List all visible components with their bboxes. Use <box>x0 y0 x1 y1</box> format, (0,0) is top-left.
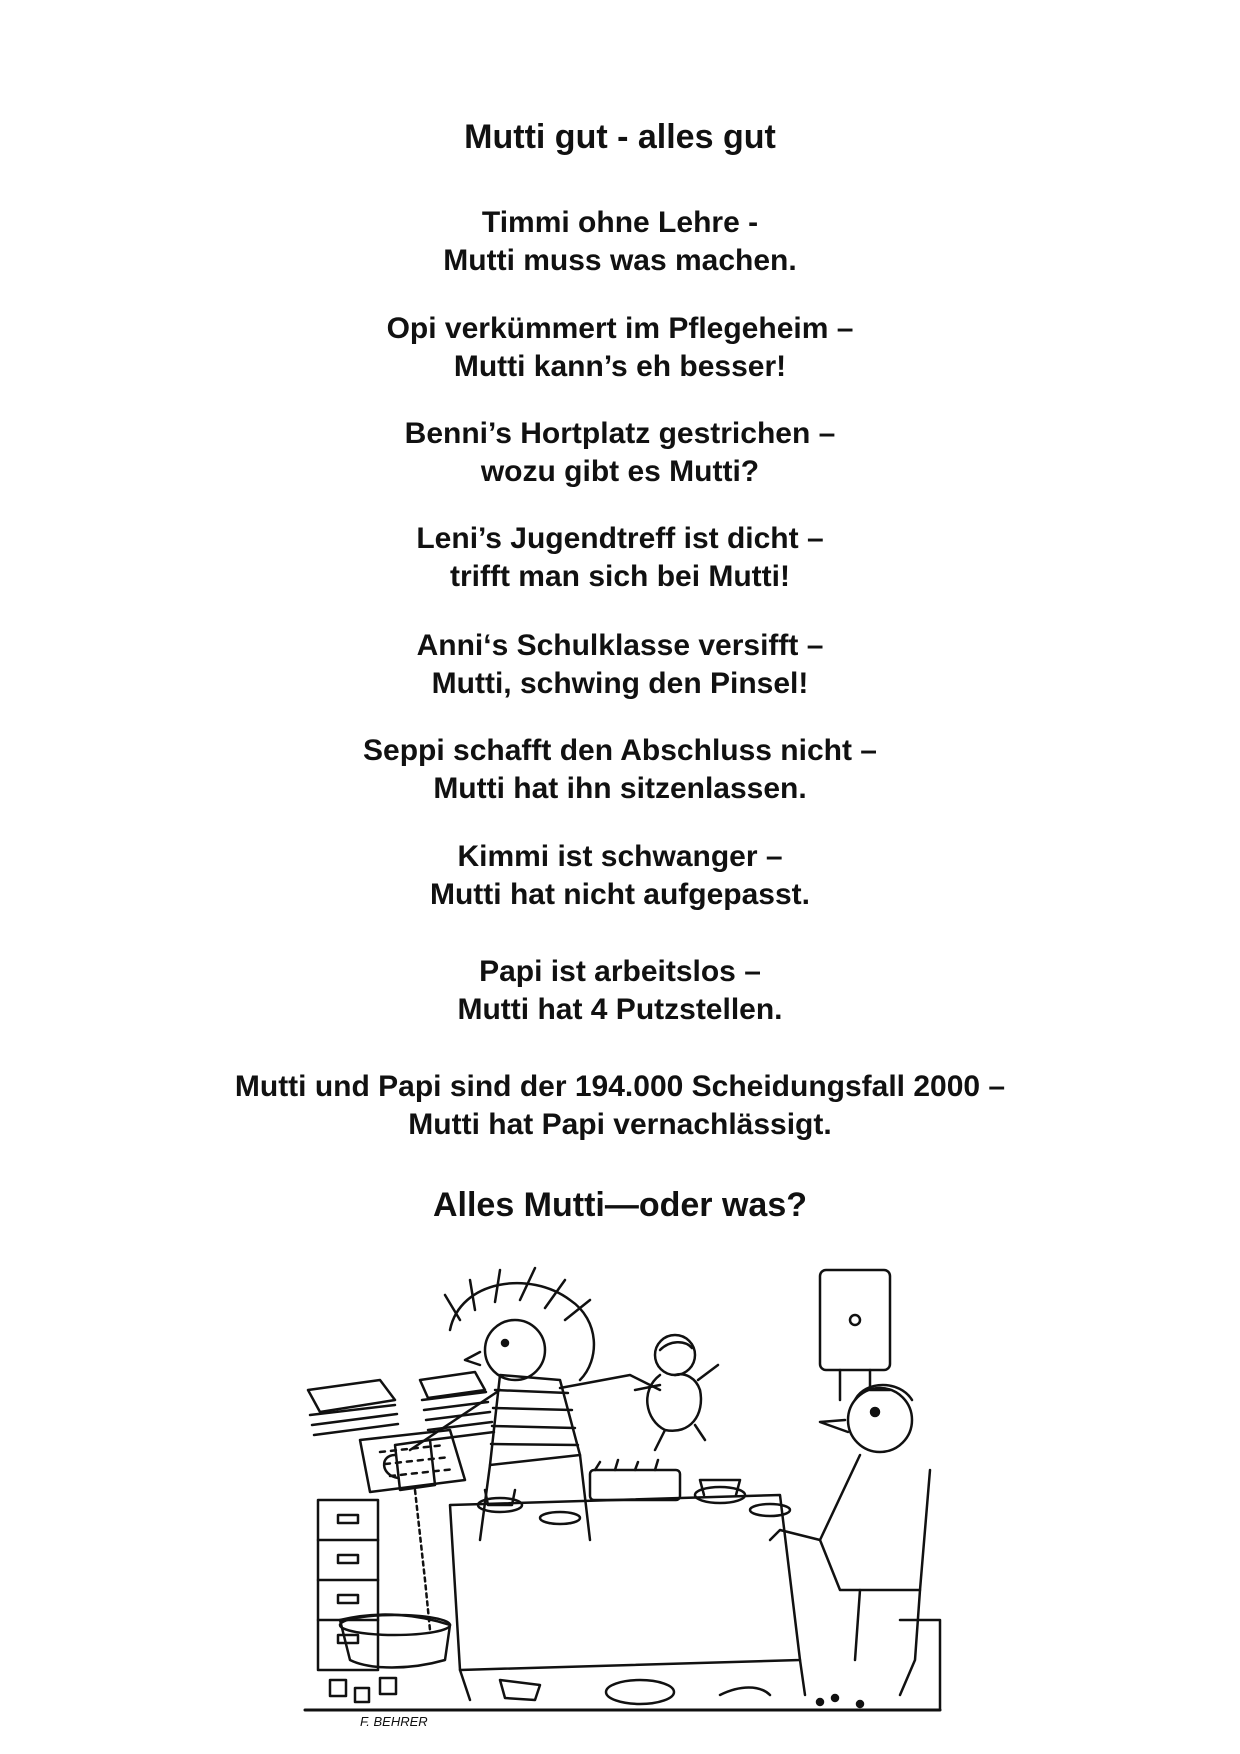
stanza-line: Mutti hat Papi vernachlässigt. <box>408 1108 832 1141</box>
stanza-9 <box>0 1068 1240 1144</box>
stanza-line: Papi ist arbeitslos – <box>479 955 761 988</box>
stanza-line: Timmi ohne Lehre - <box>481 206 759 239</box>
stanza-line: Mutti muss was machen. <box>443 244 797 277</box>
floor-clutter <box>330 1678 863 1707</box>
stanza-line: Opi verkümmert im Pflegeheim – <box>386 312 854 345</box>
stanza-line: Mutti, schwing den Pinsel! <box>431 667 809 700</box>
drawer-cabinet <box>318 1500 378 1670</box>
stanza-line: Mutti hat 4 Putzstellen. <box>457 993 783 1026</box>
poem-title: Mutti gut - alles gut <box>464 118 776 156</box>
stanza-2 <box>0 310 1240 386</box>
stanza-8 <box>0 953 1240 1029</box>
baby-figure <box>635 1335 718 1450</box>
stanza-line: Mutti und Papi sind der 194.000 Scheidungsfall 2000 – <box>234 1070 1006 1103</box>
coffee-pot <box>384 1440 435 1630</box>
stanza-7 <box>0 838 1240 914</box>
artist-signature: F. BEHRER <box>360 1714 428 1729</box>
stanza-line: Mutti hat ihn sitzenlassen. <box>433 772 807 805</box>
stanza-line: Benni’s Hortplatz gestrichen – <box>404 417 836 450</box>
stanza-6 <box>0 732 1240 808</box>
stanza-1 <box>0 204 1240 280</box>
family-chaos-cartoon <box>300 1240 950 1730</box>
closing-question: Alles Mutti—oder was? <box>432 1186 808 1224</box>
stanza-line: Seppi schafft den Abschluss nicht – <box>363 734 877 767</box>
stanza-line: Anni‘s Schulklasse versifft – <box>416 629 824 662</box>
stanza-line: Mutti kann’s eh besser! <box>453 350 787 383</box>
stanza-5 <box>0 627 1240 703</box>
breakfast-table <box>450 1460 805 1700</box>
water-boiler <box>820 1270 890 1400</box>
stanza-line: Mutti hat nicht aufgepasst. <box>429 878 810 911</box>
stanza-3 <box>0 415 1240 491</box>
bucket <box>340 1615 450 1668</box>
stanza-line: wozu gibt es Mutti? <box>480 455 760 488</box>
paper-stacks <box>308 1372 494 1492</box>
stanza-line: Leni’s Jugendtreff ist dicht – <box>416 522 824 555</box>
stanza-4 <box>0 520 1240 596</box>
stanza-line: trifft man sich bei Mutti! <box>450 560 790 593</box>
stanza-line: Kimmi ist schwanger – <box>457 840 783 873</box>
